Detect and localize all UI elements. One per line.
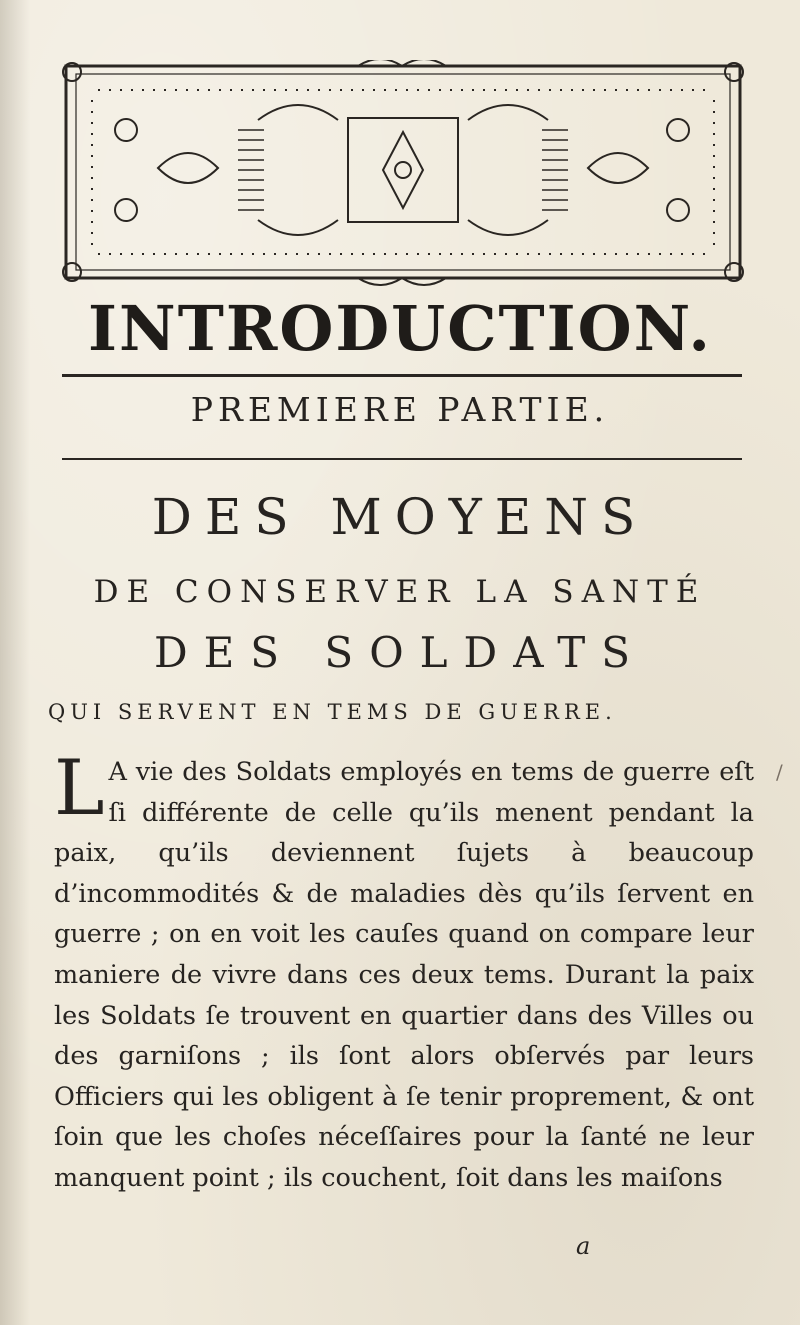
part-subtitle: PREMIERE PARTIE.	[190, 390, 610, 429]
title-rule	[62, 374, 742, 377]
body-paragraph-text: A vie des Soldats employés en tems de guerre eſt ſi différente de celle qu’ils menent pendant la paix, qu’ils deviennent ſujets à beaucoup d’incommodités & de maladies dès qu’ils ſervent en guerre ; on en voit les cauſes quand on compare leur maniere de vivre dans ces deux tems. Durant la paix les Soldats ſe trouvent en quartier dans des Villes ou des garniſons ; ils ſont alors obſervés par leurs Officiers qui les obligent à ſe tenir proprement, & ont ſoin que les choſes néceſſaires pour la ſanté ne leur manquent point ; ils couchent, ſoit dans les maiſons	[54, 757, 754, 1193]
chapter-title-line1: DES MOYENS	[151, 488, 649, 546]
subtitle-rule	[62, 458, 742, 460]
chapter-title-line2: DE CONSERVER LA SANTÉ	[93, 574, 707, 610]
chapter-title-line4: QUI SERVENT EN TEMS DE GUERRE.	[48, 700, 617, 724]
ornamental-headpiece	[58, 60, 748, 305]
signature-mark: a	[576, 1232, 591, 1260]
body-paragraph	[54, 743, 754, 1199]
page-title: INTRODUCTION.	[88, 292, 712, 365]
margin-mark: /	[776, 760, 783, 784]
drop-cap: L	[54, 743, 105, 832]
chapter-title-line3: DES SOLDATS	[153, 628, 647, 677]
